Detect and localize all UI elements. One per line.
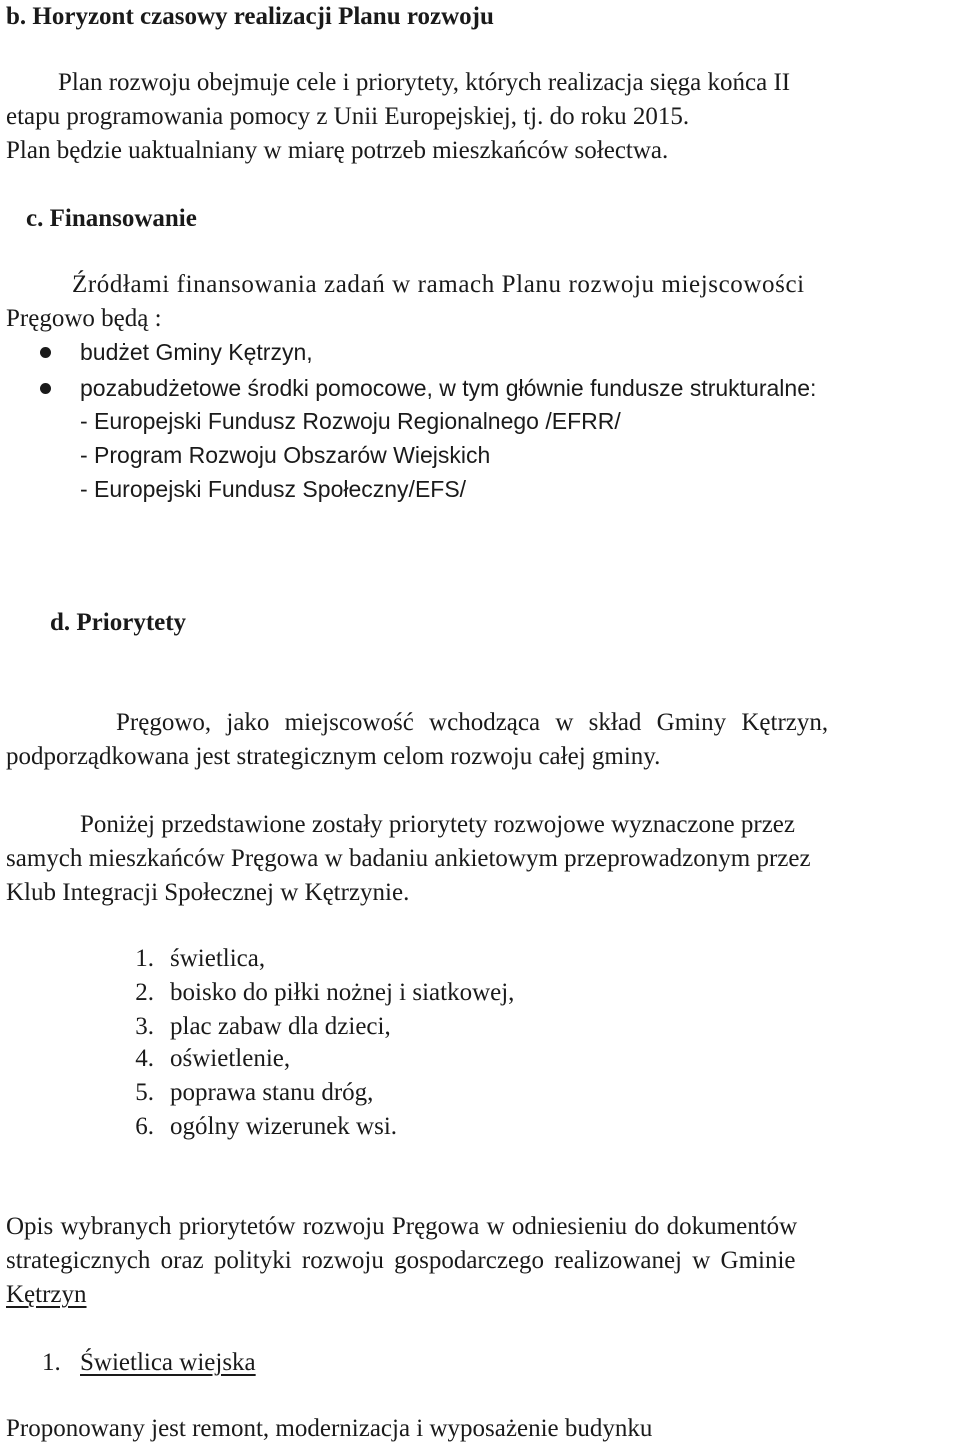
opis-heading-line3: Kętrzyn: [6, 1281, 87, 1308]
bullet-icon: [40, 347, 51, 358]
opis-heading-line1: [6, 1214, 797, 1239]
section-d-para2-line2: samych mieszkańców Pręgowa w badaniu ankietowym przeprowadzonym przez: [6, 845, 811, 872]
priority-number: 4.: [135, 1045, 154, 1072]
section-c-heading: c. Finansowanie: [26, 205, 197, 232]
section-b-heading: b. Horyzont czasowy realizacji Planu rozwoju: [6, 3, 494, 30]
section-b-para-line1: Plan rozwoju obejmuje cele i priorytety, których realizacja sięga końca II: [58, 69, 791, 96]
priority-item: oświetlenie,: [170, 1045, 291, 1072]
bullet-item-pozabudzetowe: pozabudżetowe środki pomocowe, w tym głównie fundusze strukturalne:: [80, 375, 817, 401]
section-d-para1-line1: [116, 710, 828, 735]
priority-number: 2.: [135, 979, 154, 1006]
priority-item: boisko do piłki nożnej i siatkowej,: [170, 979, 515, 1006]
section-c-intro-line1: [72, 272, 948, 297]
priority-item: poprawa stanu dróg,: [170, 1079, 374, 1106]
fund-item-prow: - Program Rozwoju Obszarów Wiejskich: [80, 442, 491, 468]
section-d-heading: d. Priorytety: [50, 609, 187, 636]
priority-number: 1.: [135, 945, 154, 972]
opis-heading-line1-text: Opis wybranych priorytetów rozwoju Pręgowa w odniesieniu do dokumentów: [6, 1213, 798, 1240]
priority-number: 6.: [135, 1113, 154, 1140]
section-c-intro-line1-text: Źródłami finansowania zadań w ramach Planu rozwoju miejscowości: [72, 271, 805, 298]
opis-last-line: Proponowany jest remont, modernizacja i wyposażenie budynku: [6, 1415, 653, 1442]
priority-item: świetlica,: [170, 945, 266, 972]
opis-item-title: Świetlica wiejska: [80, 1349, 256, 1376]
priority-number: 5.: [135, 1079, 154, 1106]
section-c-intro-line2: Pręgowo będą :: [6, 305, 162, 332]
opis-heading-line2: [6, 1248, 796, 1273]
section-b-para-line3: Plan będzie uaktualniany w miarę potrzeb mieszkańców sołectwa.: [6, 137, 669, 164]
bullet-item-budget: budżet Gminy Kętrzyn,: [80, 339, 313, 365]
section-d-para1-line1-text: Pręgowo, jako miejscowość wchodząca w skład Gminy Kętrzyn,: [116, 709, 829, 736]
opis-heading-line2-text: strategicznych oraz polityki rozwoju gospodarczego realizowanej w Gminie: [6, 1247, 796, 1274]
section-b-para-line2: etapu programowania pomocy z Unii Europejskiej, tj. do roku 2015.: [6, 103, 690, 130]
section-d-para1-line2: podporządkowana jest strategicznym celom rozwoju całej gminy.: [6, 743, 661, 770]
bullet-icon: [40, 383, 51, 394]
section-d-para2-line3: Klub Integracji Społecznej w Kętrzynie.: [6, 879, 410, 906]
section-d-para2-line1: Poniżej przedstawione zostały priorytety rozwojowe wyznaczone przez: [80, 811, 795, 838]
opis-item-number: 1.: [42, 1349, 61, 1376]
fund-item-efrr: - Europejski Fundusz Rozwoju Regionalnego /EFRR/: [80, 408, 621, 434]
priority-number: 3.: [135, 1013, 154, 1040]
fund-item-efs: - Europejski Fundusz Społeczny/EFS/: [80, 476, 467, 502]
priority-item: ogólny wizerunek wsi.: [170, 1113, 398, 1140]
priority-item: plac zabaw dla dzieci,: [170, 1013, 391, 1040]
